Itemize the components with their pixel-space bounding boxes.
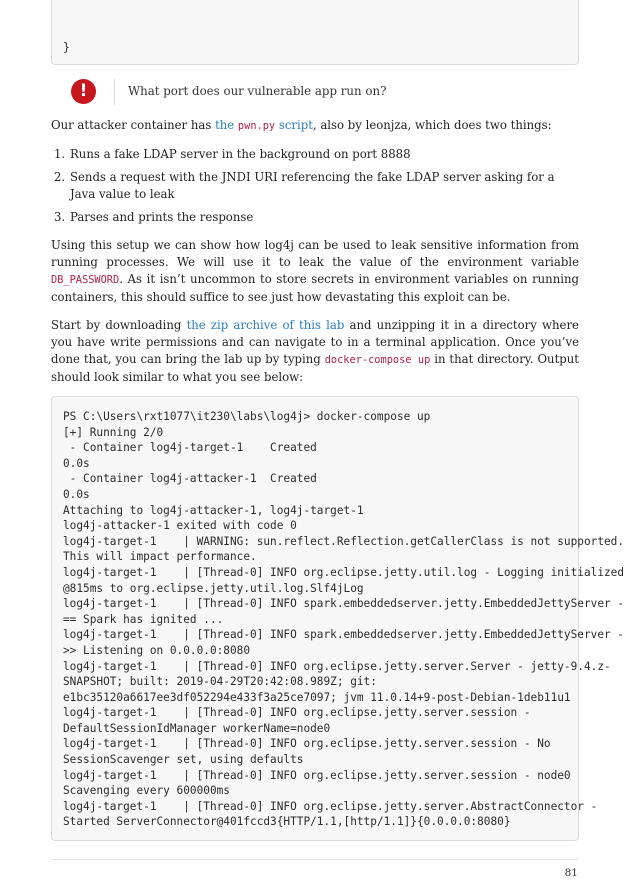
setup-paragraph — [51, 237, 579, 306]
setup-text-before: Using this setup we can show how log4j can be used to leak sensitive information from running processes. We will use it to leak the value of the environment variable — [51, 238, 579, 269]
intro-text-before: Our attacker container has — [51, 118, 216, 132]
terminal-line: log4j-target-1 | [Thread-0] INFO spark.embeddedserver.jetty.EmbeddedJettyServer - — [63, 597, 625, 611]
steps-list — [51, 146, 579, 232]
list-item — [51, 146, 579, 163]
terminal-line: log4j-target-1 | WARNING: sun.reflect.Reflection.getCallerClass is not supported. — [63, 534, 625, 548]
terminal-line: log4j-target-1 | [Thread-0] INFO org.eclipse.jetty.server.session - — [63, 706, 531, 720]
download-text-after: in that directory. Output should look similar to what you see below: — [51, 352, 579, 384]
download-text-middle: and unzipping it in a directory where you have write permissions and can navigate to in a terminal application. Once you’ve done that, you can bring the lab up by typing — [51, 318, 579, 366]
list-number: 2. — [54, 170, 66, 184]
list-item — [51, 209, 579, 226]
download-paragraph — [51, 317, 579, 386]
terminal-line: - Container log4j-attacker-1 Created — [63, 472, 317, 486]
list-item — [51, 169, 579, 203]
terminal-line: log4j-target-1 | [Thread-0] INFO org.eclipse.jetty.server.session - No — [63, 737, 551, 751]
terminal-line: log4j-target-1 | [Thread-0] INFO org.eclipse.jetty.util.log - Logging initialized — [63, 565, 625, 579]
list-number: 1. — [54, 147, 66, 161]
docker-compose-code: docker-compose up — [324, 354, 431, 366]
link-code: pwn.py — [237, 120, 276, 132]
terminal-line: log4j-attacker-1 exited with code 0 — [63, 519, 297, 533]
terminal-line: log4j-target-1 | [Thread-0] INFO org.eclipse.jetty.server.Server - jetty-9.4.z- — [63, 659, 611, 673]
terminal-line: e1bc35120a6617ee3df052294e433f3a25ce7097; jvm 11.0.14+9-post-Debian-1deb11u1 — [63, 690, 571, 704]
terminal-line: Attaching to log4j-attacker-1, log4j-target-1 — [63, 503, 364, 517]
list-text: Sends a request with the JNDI URI referencing the fake LDAP server asking for a Java value to leak — [70, 170, 555, 201]
terminal-line: >> Listening on 0.0.0.0:8080 — [63, 643, 251, 657]
terminal-line: SessionScavenger set, using defaults — [63, 753, 304, 767]
list-number: 3. — [54, 210, 66, 224]
intro-paragraph — [51, 117, 579, 135]
terminal-line: 0.0s — [63, 456, 90, 470]
terminal-line: log4j-target-1 | [Thread-0] INFO spark.embeddedserver.jetty.EmbeddedJettyServer - — [63, 628, 625, 642]
db-password-code: DB_PASSWORD — [51, 274, 120, 286]
terminal-output — [63, 409, 624, 830]
download-text-before: Start by downloading — [51, 318, 187, 332]
terminal-line: This will impact performance. — [63, 550, 257, 564]
terminal-line: == Spark has ignited ... — [63, 612, 224, 626]
terminal-line: PS C:\Users\rxt1077\it230\labs\log4j> docker-compose up — [63, 410, 431, 423]
list-text: Runs a fake LDAP server in the background on port 8888 — [70, 147, 411, 161]
terminal-line: - Container log4j-target-1 Created — [63, 441, 317, 455]
terminal-line: 0.0s — [63, 487, 90, 501]
question-callout — [51, 77, 579, 107]
link-text: the — [215, 118, 238, 132]
terminal-line: @815ms to org.eclipse.jetty.util.log.Slf4jLog — [63, 581, 364, 595]
code-block-top — [51, 0, 579, 65]
link-text-end: script — [275, 118, 313, 132]
terminal-line: DefaultSessionIdManager workerName=node0 — [63, 721, 331, 735]
terminal-line: log4j-target-1 | [Thread-0] INFO org.eclipse.jetty.server.session - node0 — [63, 768, 571, 782]
list-text: Parses and prints the response — [70, 210, 254, 224]
setup-text-after: . As it isn’t uncommon to store secrets in environment variables on running containers, this should suffice to see just how devastating this exploit can be. — [51, 272, 579, 304]
footer-divider — [51, 859, 579, 860]
pwn-script-link[interactable] — [215, 118, 313, 132]
callout-text: What port does our vulnerable app run on? — [128, 84, 387, 98]
terminal-line: Started ServerConnector@401fccd3{HTTP/1.1,[http/1.1]}{0.0.0.0:8080} — [63, 815, 511, 829]
exclamation-icon: ! — [71, 79, 96, 104]
terminal-line: [+] Running 2/0 — [63, 425, 164, 439]
page-number: 81 — [564, 867, 578, 879]
terminal-line: Scavenging every 600000ms — [63, 784, 230, 798]
callout-divider — [114, 79, 115, 105]
terminal-line: log4j-target-1 | [Thread-0] INFO org.eclipse.jetty.server.AbstractConnector - — [63, 799, 598, 813]
intro-text-after: , also by leonjza, which does two things: — [312, 118, 552, 132]
terminal-line: SNAPSHOT; built: 2019-04-29T20:42:08.989Z; git: — [63, 675, 377, 689]
zip-archive-link[interactable]: the zip archive of this lab — [186, 318, 345, 332]
code-closing-brace: } — [63, 40, 70, 54]
terminal-output-block — [51, 396, 625, 841]
